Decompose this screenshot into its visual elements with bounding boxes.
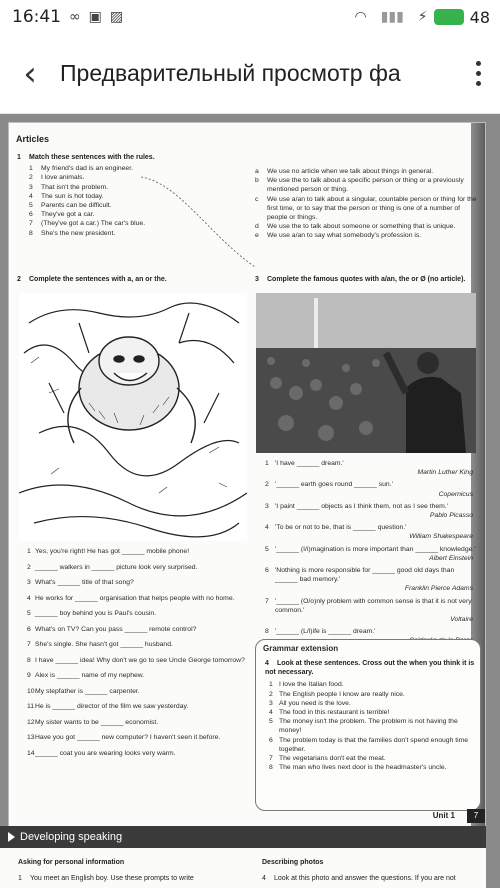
quote-author: Copernicus xyxy=(438,490,473,498)
item-number: 9 xyxy=(27,672,31,679)
item-number: 5 xyxy=(27,610,31,617)
gap-sentence xyxy=(17,671,249,680)
back-button[interactable] xyxy=(0,34,60,114)
left-heading: Asking for personal information xyxy=(18,859,125,866)
quote-line xyxy=(255,459,477,468)
item-text: My stepfather is ______ carpenter. xyxy=(35,687,140,695)
gap-sentence xyxy=(17,640,249,649)
item-number: 1 xyxy=(27,548,31,555)
rule-item xyxy=(255,176,477,194)
item-text: All you need is the love. xyxy=(279,699,351,707)
match-line xyxy=(139,175,257,275)
item-number: 7 xyxy=(265,597,269,605)
quote-line xyxy=(255,545,477,554)
rule-item xyxy=(255,167,477,176)
exercise-2-heading: 2 Complete the sentences with a, an or the. xyxy=(17,276,167,283)
item-number: 1 xyxy=(265,460,269,467)
quote-text: 'I paint ______ objects as I think them, not as I see them.' xyxy=(275,502,448,510)
section-title: Developing speaking xyxy=(20,831,123,843)
item-number: 5 xyxy=(269,718,273,726)
gap-sentence xyxy=(17,656,249,665)
item-text: Alex is ______ name of my nephew. xyxy=(35,672,145,679)
item-number: 4 xyxy=(27,594,31,602)
quote-line xyxy=(255,627,477,636)
item-number: 4 xyxy=(265,524,269,532)
quote-item xyxy=(255,597,477,625)
gap-sentence xyxy=(17,563,249,572)
item-text: The man who lives next door is the headmaster's uncle. xyxy=(279,764,447,772)
item-number: 1 xyxy=(29,165,33,173)
quote-text: '______ earth goes round ______ sun.' xyxy=(275,481,393,489)
charging-icon: ⚡ xyxy=(417,9,428,25)
status-time: 16:41 xyxy=(12,7,61,27)
battery-icon xyxy=(434,9,464,25)
grammar-item xyxy=(265,754,477,763)
quote-text: 'To be or not to be, that is ______ question.' xyxy=(275,524,407,532)
item-number: 3 xyxy=(265,502,269,510)
quote-item xyxy=(255,459,477,477)
document-viewer[interactable] xyxy=(0,114,500,888)
dot-icon xyxy=(476,71,481,76)
item-number: 7 xyxy=(269,755,273,763)
quote-text: 'Nothing is more responsible for ______ good old days than ______ bad memory.' xyxy=(275,567,455,584)
item-text: The money isn't the problem. The problem is not having the money! xyxy=(279,718,458,735)
quote-text: '______ (I/i)magination is more important than ______ knowledge.' xyxy=(275,545,476,553)
item-text: The sun is hot today. xyxy=(41,192,104,200)
wifi-icon: ◠ xyxy=(354,9,367,25)
item-number: 7 xyxy=(29,220,33,228)
quote-list xyxy=(255,459,477,649)
next-left-column xyxy=(18,858,194,884)
gap-sentence xyxy=(17,609,249,618)
signal-icon: ▮▮▮ xyxy=(380,9,404,25)
item-number: 14 xyxy=(27,749,35,757)
item-text: She's single. She hasn't got ______ husband. xyxy=(35,641,173,648)
quote-item xyxy=(255,566,477,594)
gap-sentence xyxy=(17,578,249,587)
grammar-extension-title: Grammar extension xyxy=(263,644,339,653)
gap-sentence xyxy=(17,733,249,742)
left-text: 1 You meet an English boy. Use these prompts to write xyxy=(18,875,194,882)
app-header xyxy=(0,34,500,114)
item-text: He is ______ director of the film we saw yesterday. xyxy=(35,703,189,710)
item-text: My friend's dad is an engineer. xyxy=(41,165,133,173)
item-number: 6 xyxy=(27,625,31,633)
item-text: They've got a car. xyxy=(41,211,95,219)
quote-author: Martin Luther King xyxy=(417,469,473,477)
battery-level: 48 xyxy=(469,7,490,27)
next-right-column xyxy=(262,858,456,884)
gap-sentence xyxy=(17,718,249,727)
grammar-item xyxy=(265,680,477,689)
rule-letter: d xyxy=(255,223,259,231)
page-heading: Articles xyxy=(16,134,50,144)
item-number: 7 xyxy=(27,641,31,648)
grammar-item xyxy=(265,708,477,717)
item-number: 11 xyxy=(27,703,35,710)
quote-text: '______ (O/o)nly problem with common sense is that it is not very common.' xyxy=(275,597,472,614)
quote-item xyxy=(255,545,477,563)
item-number: 2 xyxy=(265,481,269,489)
item-text: He works for ______ organisation that helps people with no home. xyxy=(35,594,235,602)
profile-notification-icon: ▣ xyxy=(88,9,102,25)
item-text: I have ______ idea! Why don't we go to see Uncle George tomorrow? xyxy=(35,656,245,664)
item-text: (They've got a car.) The car's blue. xyxy=(41,220,146,228)
rule-item xyxy=(255,231,477,240)
quote-text: 'I have ______ dream.' xyxy=(275,460,344,467)
right-text: 4 Look at this photo and answer the questions. If you are not xyxy=(262,875,456,882)
item-text: The vegetarians don't eat the meat. xyxy=(279,755,386,763)
item-number: 2 xyxy=(27,563,31,571)
item-text: Yes, you're right! He has got ______ mobile phone! xyxy=(35,548,190,555)
item-number: 2 xyxy=(269,690,273,698)
item-number: 8 xyxy=(29,229,33,237)
status-bar xyxy=(0,0,500,34)
gap-sentence xyxy=(17,687,249,696)
item-number: 3 xyxy=(29,183,33,191)
grammar-item xyxy=(265,717,477,735)
dot-icon xyxy=(476,81,481,86)
rule-letter: e xyxy=(255,232,259,240)
unit-label: Unit 1 xyxy=(432,811,455,820)
item-number: 4 xyxy=(269,709,273,717)
item-number: 13 xyxy=(27,734,35,741)
item-number: 3 xyxy=(269,699,273,707)
quote-author: William Shakespeare xyxy=(409,533,473,541)
item-text: ______ boy behind you is Paul's cousin. xyxy=(35,610,157,617)
exercise-4-heading: 4 Look at these sentences. Cross out the when you think it is not necessary. xyxy=(265,660,475,677)
item-number: 6 xyxy=(29,211,33,219)
item-text: The English people I know are really nice. xyxy=(279,690,405,698)
quote-text: '______ (L/l)ife is ______ dream.' xyxy=(275,628,376,636)
infinity-icon: ∞ xyxy=(69,9,81,25)
item-text: What's on TV? Can you pass ______ remote control? xyxy=(35,625,197,633)
quote-author: Franklin Pierce Adams xyxy=(404,585,473,593)
item-text: The food in this restaurant is terrible! xyxy=(279,709,390,717)
item-text: My sister wants to be ______ economist. xyxy=(35,718,159,726)
item-text: ______ coat you are wearing looks very warm. xyxy=(35,749,176,757)
item-text: I love animals. xyxy=(41,174,85,182)
quote-line xyxy=(255,597,477,615)
item-number: 6 xyxy=(265,567,269,575)
exercise-3-heading: 3 Complete the famous quotes with a/an, the or Ø (no article). xyxy=(255,276,466,283)
document-page xyxy=(8,122,486,888)
quote-line xyxy=(255,502,477,511)
rule-text: We use the to talk about someone or something that is unique. xyxy=(267,223,456,231)
rule-letter: a xyxy=(255,168,259,175)
item-number: 5 xyxy=(265,545,269,553)
sentence-gap-list xyxy=(17,547,249,764)
item-text: Have you got ______ new computer? I haven't seen it before. xyxy=(35,734,221,741)
quote-author: Voltaire xyxy=(450,616,473,624)
right-heading: Describing photos xyxy=(262,859,324,866)
item-text: What's ______ title of that song? xyxy=(35,579,134,586)
grammar-item xyxy=(265,763,477,772)
grammar-extension-content xyxy=(265,659,477,772)
sentence-item xyxy=(17,164,249,173)
item-text: I love the Italian food. xyxy=(279,681,344,689)
dot-icon xyxy=(476,61,481,66)
item-number: 2 xyxy=(29,174,33,182)
item-number: 8 xyxy=(269,764,273,772)
quote-line xyxy=(255,480,477,489)
item-number: 8 xyxy=(27,656,31,664)
gap-sentence xyxy=(17,625,249,634)
chevron-left-icon: ‹ xyxy=(23,53,37,94)
grammar-item xyxy=(265,699,477,708)
item-number: 8 xyxy=(265,628,269,636)
rule-text: We use no article when we talk about things in general. xyxy=(267,168,434,175)
grammar-item xyxy=(265,690,477,699)
grammar-item xyxy=(265,736,477,754)
gap-sentence xyxy=(17,547,249,556)
item-text: ______ walkers in ______ picture look very surprised. xyxy=(35,563,198,571)
item-number: 10 xyxy=(27,687,35,695)
quote-author: Pablo Picasso xyxy=(429,512,473,520)
page-number: 7 xyxy=(467,809,485,823)
rule-list xyxy=(255,167,477,241)
quote-item xyxy=(255,502,477,520)
item-number: 12 xyxy=(27,718,35,726)
gap-sentence xyxy=(17,594,249,603)
rule-text: We use a/an to talk about a singular, countable person or thing for the first time, or to say that the person or thing is one of a number of people or things. xyxy=(267,195,477,222)
next-page-section-band xyxy=(0,826,486,848)
gap-sentence xyxy=(17,702,249,711)
more-options-button[interactable] xyxy=(456,34,500,114)
quote-item xyxy=(255,523,477,541)
rule-text: We use a/an to say what somebody's profession is. xyxy=(267,232,422,240)
page-title: Предварительный просмотр фа xyxy=(60,60,401,86)
quote-author: Albert Einstein xyxy=(429,554,473,562)
quote-item xyxy=(255,480,477,498)
item-number: 5 xyxy=(29,202,33,210)
quote-line xyxy=(255,566,477,584)
item-number: 3 xyxy=(27,579,31,586)
item-number: 6 xyxy=(269,736,273,744)
next-page-preview xyxy=(0,848,486,888)
rule-letter: c xyxy=(255,195,259,203)
grammar-item-list xyxy=(265,680,477,772)
item-text: She's the new president. xyxy=(41,229,116,237)
quote-line xyxy=(255,523,477,532)
image-notification-icon: ▨ xyxy=(109,9,124,25)
rule-letter: b xyxy=(255,177,259,185)
rule-text: We use the to talk about a specific person or thing or a previously mentioned person or thing. xyxy=(267,177,464,194)
item-text: That isn't the problem. xyxy=(41,183,109,191)
rule-item xyxy=(255,222,477,231)
gorilla-illustration xyxy=(19,293,247,541)
triangle-icon xyxy=(8,832,15,842)
gap-sentence xyxy=(17,749,249,758)
item-text: Parents can be difficult. xyxy=(41,202,112,210)
item-number: 1 xyxy=(269,681,273,689)
exercise-heading: 1 Match these sentences with the rules. xyxy=(17,154,155,161)
item-text: The problem today is that the families don't spend enough time together. xyxy=(279,736,469,753)
martin-luther-king-photo xyxy=(256,293,476,453)
rule-item xyxy=(255,195,477,223)
item-number: 4 xyxy=(29,192,33,200)
